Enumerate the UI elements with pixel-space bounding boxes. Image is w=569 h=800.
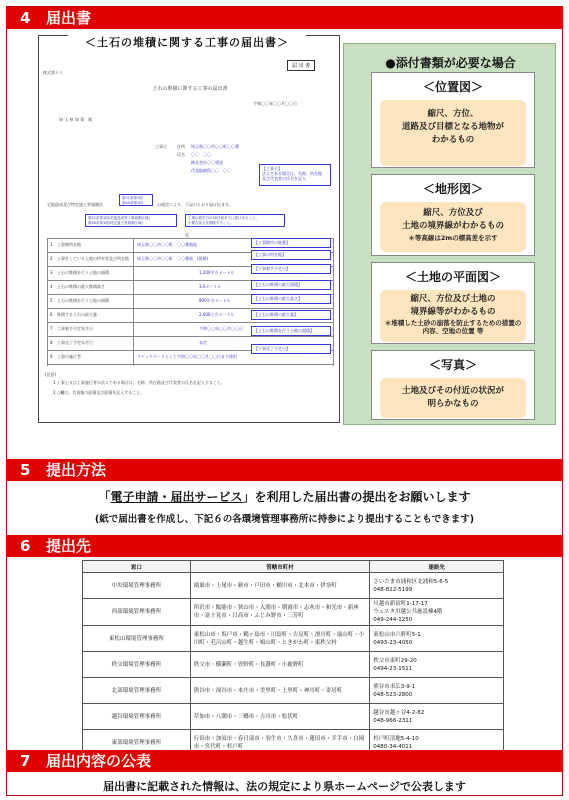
form-row-value: 令和〇〇年〇〇月〇〇日 bbox=[199, 326, 243, 331]
submission-method-tail: 」を利用した届出書の提出をお願いします bbox=[242, 490, 471, 504]
form-row-value: 埼玉県〇〇市〇〇町 〇〇番地他 bbox=[137, 242, 197, 247]
attachments-panel bbox=[343, 43, 556, 425]
form-row-number: 4 bbox=[50, 284, 53, 289]
card-photograph bbox=[371, 350, 535, 420]
form-row-number: 1 bbox=[50, 242, 53, 247]
office-cell-addr: 秩父市東町29-20 0494-23-1511 bbox=[370, 652, 504, 678]
note-applicant: 【工事主】 法人である場合は、名称、所在地 及び代表者の氏名を記入 bbox=[259, 164, 331, 186]
form-row-divider bbox=[47, 364, 333, 365]
office-cell-name: 越谷環境管理事務所 bbox=[83, 704, 191, 730]
submission-method-text bbox=[6, 488, 563, 505]
applicant-label: 工事主 bbox=[155, 144, 167, 149]
form-row-number: 2 bbox=[50, 256, 53, 261]
card-head: ＜地形図＞ bbox=[422, 182, 483, 196]
submission-method-note: (紙で届出書を作成し、下記６の各環境管理事務所に持参により提出することもできます) bbox=[94, 514, 475, 525]
table-row bbox=[83, 678, 504, 704]
form-row-value: 800平方メートル bbox=[199, 298, 231, 303]
form-annotation-note: 【工事の所在地】 bbox=[251, 250, 331, 260]
applicant-name-label: 氏名 bbox=[177, 152, 185, 157]
office-cell-addr: 川越市新宿町1-17-17 ウェスタ川越公共施設棟4階 049-244-1250 bbox=[370, 599, 504, 626]
form-row-value: 3.0メートル bbox=[199, 284, 222, 289]
form-annotation-note: 【土石の堆積を行う土地の面積】 bbox=[251, 326, 331, 336]
form-row-number: 6 bbox=[50, 312, 53, 317]
office-cell-area: 所沢市・飯能市・狭山市・入間市・朝霞市・志木市・和光市・新座市・富士見市・日高市・ふじみ野市・三芳町 bbox=[190, 599, 370, 626]
form-row-number: 5 bbox=[50, 298, 53, 303]
office-cell-area: 秩父市・横瀬町・皆野町・長瀞町・小鹿野町 bbox=[190, 652, 370, 678]
card-head: ＜土地の平面図＞ bbox=[404, 270, 501, 284]
card-line: 縮尺、方位及び bbox=[423, 208, 483, 218]
e-application-link[interactable]: 電子申請・届出サービス bbox=[110, 490, 243, 504]
form-annotation-note: 【工事着手予定日】 bbox=[251, 264, 331, 274]
card-sub: ＊等高線は2mの標高差を示す bbox=[408, 234, 498, 242]
form-row-value: 1,200平方メートル bbox=[199, 270, 235, 275]
form-annotation-note: 【工事完了予定日】 bbox=[251, 344, 331, 354]
form-row-number: 3 bbox=[50, 270, 53, 275]
form-row-value: 2,000立方メートル bbox=[199, 312, 235, 317]
section-title: 届出書 bbox=[46, 9, 92, 27]
table-row bbox=[83, 704, 504, 730]
law-right-box: 工事の着手日の30日前までに届け出ること。 不要な条文を削除すること。 bbox=[185, 214, 285, 227]
form-date: 令和〇〇年〇〇月〇〇日 bbox=[253, 101, 297, 106]
col-header-office: 窓口 bbox=[83, 561, 191, 573]
card-line: 土地及びその付近の状況が bbox=[401, 386, 504, 396]
office-cell-area: 行田市・加須市・春日部市・羽生市・久喜市・蓮田市・幸手市・白岡市・宮代町・杉戸町 bbox=[190, 730, 370, 756]
applicant-rep: 代表取締役〇〇 〇〇 bbox=[191, 168, 231, 173]
section-number: 4 bbox=[20, 9, 31, 27]
card-location-map bbox=[371, 72, 535, 168]
sample-form-title: ＜土石の堆積に関する工事の届出書＞ bbox=[68, 34, 306, 49]
section-number: 7 bbox=[20, 752, 31, 770]
card-line: 境界線等がわかるもの bbox=[410, 307, 496, 317]
form-row-label: 工事着手予定年月日 bbox=[57, 326, 93, 331]
col-header-area: 管轄市町村 bbox=[190, 561, 370, 573]
remark-1: 1 工事主又は工事施行者の法人である場合は、名称、所在地及び代表者の氏名を記入すること。 bbox=[53, 380, 225, 385]
quote-open: 「 bbox=[98, 490, 111, 504]
section-title: 提出方法 bbox=[46, 461, 107, 479]
applicant-corp: 株式会社〇〇建設 bbox=[191, 160, 223, 165]
form-doc-title: 土石の堆積に関する工事の届出書 bbox=[152, 86, 228, 92]
section-4-header bbox=[6, 7, 563, 29]
card-plan-view bbox=[371, 262, 535, 344]
form-ki: 記 bbox=[185, 232, 189, 237]
form-row-number: 7 bbox=[50, 326, 53, 331]
remarks-title: (注意) bbox=[45, 372, 57, 377]
card-line: 土地の境界線がわかるもの bbox=[401, 221, 504, 231]
office-cell-area: 東松山市・坂戸市・鶴ヶ島市・川島町・吉見町・滑川町・嵐山町・小川町・毛呂山町・越生町・鳩山町・ときがわ町・東秩父村 bbox=[190, 626, 370, 652]
section-6-header bbox=[6, 535, 563, 557]
form-row-divider bbox=[47, 308, 333, 309]
card-line: 縮尺、方位及び土地の bbox=[410, 294, 496, 304]
office-cell-addr: 東松山市六軒町5-1 0493-23-4050 bbox=[370, 626, 504, 652]
form-row-value: 埼玉県〇〇市〇〇町 〇〇番地 (面積) bbox=[137, 256, 209, 261]
table-row bbox=[83, 652, 504, 678]
office-cell-name: 中央環境管理事務所 bbox=[83, 573, 191, 599]
card-body bbox=[380, 202, 526, 252]
form-annotation-note: 【土石の堆積の最大面積】 bbox=[251, 280, 331, 290]
table-row bbox=[83, 573, 504, 599]
card-sub: ＊堆積した土砂の崩落を防止するための措置の内容、空地の位置 等 bbox=[384, 319, 522, 335]
form-row-label: 土石の堆積の最大堆積高さ bbox=[57, 284, 105, 289]
form-addressee: 埼 玉 県 知 事 様 bbox=[59, 117, 93, 122]
applicant-name: 〇〇 〇〇 bbox=[191, 152, 211, 157]
card-head: ＜写真＞ bbox=[428, 358, 477, 372]
form-row-label: 堆積する土石の最大量 bbox=[57, 312, 97, 317]
sample-form-document bbox=[38, 35, 340, 423]
publication-text: 届出書に記載された情報は、法の規定により県ホームページで公表します bbox=[103, 780, 466, 793]
office-cell-area: 熊谷市・深谷市・本庄市・美里町・上里町・神川町・寄居町 bbox=[190, 678, 370, 704]
section-number: 6 bbox=[20, 537, 31, 555]
card-line: わかるもの bbox=[431, 135, 475, 145]
applicant-address: 埼玉県〇〇市〇〇町〇〇番 bbox=[191, 144, 239, 149]
form-number: 様式第十八 bbox=[43, 70, 63, 75]
law-tail: の規定により、下記のとおり届け出ます。 bbox=[157, 202, 233, 207]
remark-2: 2 ○欄は、代表地の面積及び面積を記入すること。 bbox=[53, 390, 145, 395]
card-body bbox=[380, 100, 526, 166]
form-row-label: 工事をしている土地の所有者及び所在地 bbox=[57, 256, 129, 261]
form-row-divider bbox=[47, 336, 333, 337]
law-text: 宅地造成及び特定盛土等規制法 bbox=[47, 202, 103, 207]
table-row bbox=[83, 599, 504, 626]
form-row-label: 工事完了予定年月日 bbox=[57, 340, 93, 345]
law-clause-box: 第21条第1項 第40条第1項 bbox=[119, 194, 153, 206]
office-cell-name: 東部環境管理事務所 bbox=[83, 730, 191, 756]
form-row-divider bbox=[47, 322, 333, 323]
form-row-label: 土石の堆積を行う土地の面積 bbox=[57, 270, 109, 275]
form-row-number: 9 bbox=[50, 354, 53, 359]
form-row-label: 工事の施行者 bbox=[57, 354, 81, 359]
card-head: ＜位置図＞ bbox=[422, 80, 483, 94]
office-cell-area: 草加市・八潮市・三郷市・吉川市・松伏町 bbox=[190, 704, 370, 730]
office-cell-addr: 熊谷市末広3-9-1 048-523-2800 bbox=[370, 678, 504, 704]
card-body bbox=[380, 378, 526, 418]
card-body bbox=[380, 290, 526, 342]
card-line: 道路及び目標となる地物が bbox=[401, 122, 504, 132]
section-number: 5 bbox=[20, 461, 31, 479]
form-stamp: 届 出 書 bbox=[287, 60, 315, 71]
office-cell-name: 秩父環境管理事務所 bbox=[83, 652, 191, 678]
table-row bbox=[83, 626, 504, 652]
office-cell-addr: 越谷市越ヶ谷4-2-82 048-966-2311 bbox=[370, 704, 504, 730]
col-header-contact: 連絡先 bbox=[370, 561, 504, 573]
form-annotation-note: 【工事箇所の地番】 bbox=[251, 238, 331, 248]
form-row-value: ストックヤードとして令和〇〇年〇〇月〇〇日まで使用 bbox=[137, 354, 237, 359]
office-cell-name: 北部環境管理事務所 bbox=[83, 678, 191, 704]
office-cell-addr: 杉戸町清地5-4-10 0480-34-4011 bbox=[370, 730, 504, 756]
applicant-address-label: 住所 bbox=[177, 144, 185, 149]
office-cell-name: 東松山環境管理事務所 bbox=[83, 626, 191, 652]
card-line: 縮尺、方位、 bbox=[427, 109, 479, 119]
section-7-header bbox=[6, 750, 563, 772]
office-table bbox=[82, 560, 504, 756]
form-row-value: 未定 bbox=[199, 340, 207, 345]
attachments-title: ●添付書類が必要な場合 bbox=[385, 56, 516, 70]
section-5-header bbox=[6, 459, 563, 481]
law-left-box: 第21条第1項(宅地造成等工事規制区域) 第40条第1項(特定盛土等規制区域) bbox=[85, 214, 177, 227]
form-annotation-note: 【土石の堆積の最大量】 bbox=[251, 310, 331, 320]
form-row-number: 8 bbox=[50, 340, 53, 345]
office-cell-addr: さいたま市浦和区北浦和5-6-5 048-822-5199 bbox=[370, 573, 504, 599]
form-row-label: 土石の堆積を行う土地の面積 bbox=[57, 298, 109, 303]
card-topographic-map bbox=[371, 174, 535, 256]
office-cell-name: 西部環境管理事務所 bbox=[83, 599, 191, 626]
form-annotation-note: 【土石の堆積の最大高さ】 bbox=[251, 294, 331, 304]
section-title: 提出先 bbox=[46, 537, 92, 555]
card-line: 明らかなもの bbox=[427, 399, 479, 409]
form-row-label: 工事箇所在地 bbox=[57, 242, 81, 247]
office-cell-area: 鴻巣市・上尾市・蕨市・戸田市・桶川市・北本市・伊奈町 bbox=[190, 573, 370, 599]
section-title: 届出内容の公表 bbox=[46, 752, 152, 770]
